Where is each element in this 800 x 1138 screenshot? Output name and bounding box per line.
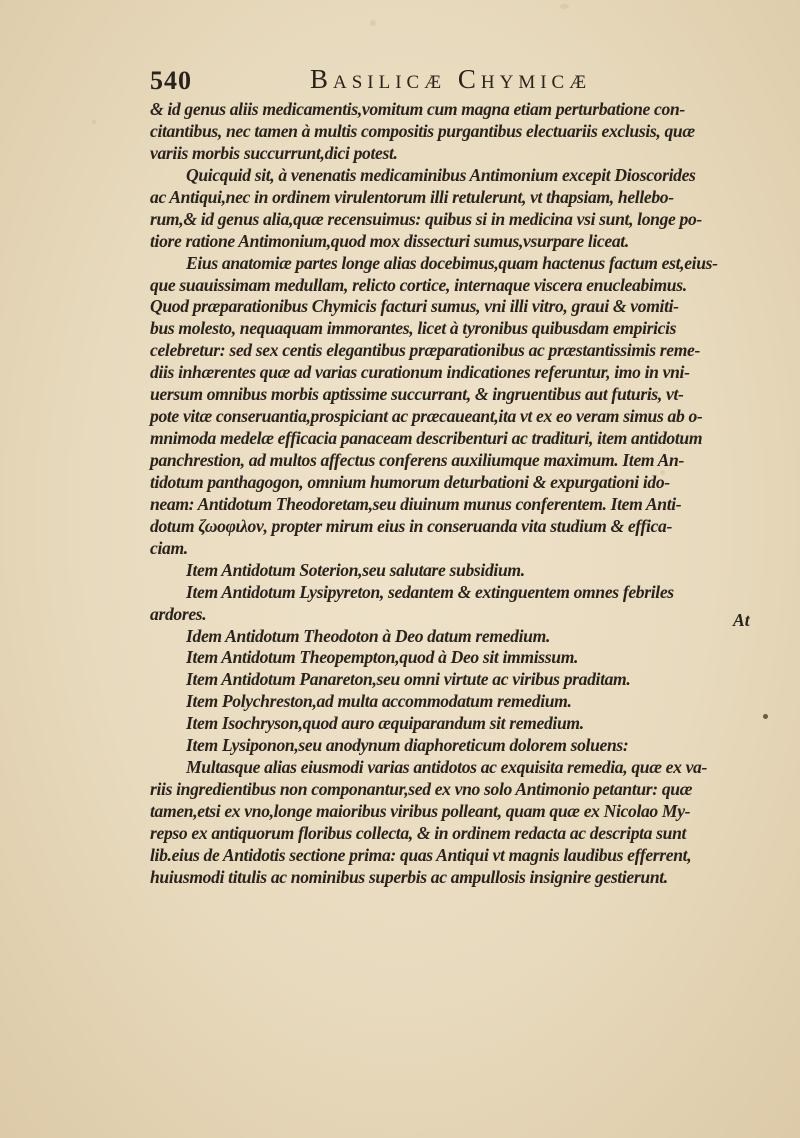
text-line: Idem Antidotum Theodoton à Deo datum remedium. xyxy=(186,625,550,646)
body-text xyxy=(150,99,775,889)
text-line: dotum ζωοφιλον, propter mirum eius in conseruanda vita studium & effica- xyxy=(150,515,672,536)
text-line: panchrestion, ad multos affectus conferens auxiliumque maximum. Item An- xyxy=(150,450,684,470)
text-line: Item Lysiponon,seu anodynum diaphoreticum dolorem soluens: xyxy=(186,735,629,756)
text-line: mnimoda medelæ efficacia panaceam describenturi ac tradituri, item antidotum xyxy=(150,428,703,449)
text-line: pote vitæ conseruantia,prospiciant ac præcaueant,ita vt ex eo veram simus ab o- xyxy=(150,406,703,427)
text-line: Eius anatomiæ partes longe alias docebimus,quam hactenus factum est,eius- xyxy=(186,252,718,273)
running-head: Basilicæ Chymicæ xyxy=(310,64,592,94)
text-line: ac Antiqui,nec in ordinem virulentorum illi retulerunt, vt thapsiam, hellebo- xyxy=(150,186,674,207)
text-line: tidotum panthagogon, omnium humorum deturbationi & expurgationi ido- xyxy=(150,471,670,492)
text-line: variis morbis succurrunt,dici potest. xyxy=(150,142,398,163)
text-line: rum,& id genus alia,quæ recensuimus: quibus si in medicina vsi sunt, longe po- xyxy=(150,208,702,229)
text-line: neam: Antidotum Theodoretam,seu diuinum munus conferentem. Item Anti- xyxy=(150,493,682,514)
text-line: bus molesto, nequaquam immorantes, licet à tyronibus quibusdam empiricis xyxy=(150,318,677,339)
paper-blemish xyxy=(370,20,376,26)
text-line: ardores. xyxy=(150,603,207,624)
text-line: Multasque alias eiusmodi varias antidotos ac exquisita remedia, quæ ex va- xyxy=(186,757,707,778)
text-line: huiusmodi titulis ac nominibus superbis ac ampullosis insignire gestierunt. xyxy=(150,866,668,887)
text-line: Item Isochryson,quod auro æquiparandum sit remedium. xyxy=(186,713,584,734)
catchword: At xyxy=(733,610,750,630)
text-line: riis ingredientibus non componantur,sed ex vno solo Antimonio petantur: quæ xyxy=(150,779,693,800)
text-line: Item Antidotum Theopempton,quod à Deo sit immissum. xyxy=(186,647,579,668)
text-line: & id genus aliis medicamentis,vomitum cum magna etiam perturbatione con- xyxy=(150,99,685,119)
page-header xyxy=(150,64,760,104)
text-line: Item Antidotum Lysipyreton, sedantem & extinguentem omnes febriles xyxy=(186,581,674,602)
text-line: repso ex antiquorum floribus collecta, & in ordinem redacta ac descripta sunt xyxy=(150,822,687,843)
text-line: tamen,etsi ex vno,longe maioribus viribus polleant, quam quæ ex Nicolao My- xyxy=(150,801,691,821)
paper-blemish xyxy=(560,4,569,9)
text-line: citantibus, nec tamen à multis compositis purgantibus electuariis exclusis, quæ xyxy=(150,120,695,141)
text-line: Item Antidotum Soterion,seu salutare subsidium. xyxy=(186,559,525,580)
text-line: diis inhærentes quæ ad varias curationum indicationes referuntur, imo in vni- xyxy=(150,362,690,383)
text-line: lib.eius de Antidotis sectione prima: quas Antiqui vt magnis laudibus efferrent, xyxy=(150,844,692,865)
text-line: Quicquid sit, à venenatis medicaminibus Antimonium excepit Dioscorides xyxy=(186,164,696,185)
text-line: Quod præparationibus Chymicis facturi sumus, vni illi vitro, graui & vomiti- xyxy=(150,296,679,317)
text-line: tiore ratione Antimonium,quod mox dissecturi sumus,vsurpare liceat. xyxy=(150,230,629,251)
paper-blemish xyxy=(92,120,96,124)
margin-mark xyxy=(763,714,768,719)
page-number: 540 xyxy=(150,66,192,95)
text-line: ciam. xyxy=(150,537,188,558)
text-line: celebretur: sed sex centis elegantibus præparationibus ac præstantissimis reme- xyxy=(150,340,701,361)
text-line: uersum omnibus morbis aptissime succurrant, & ingruentibus aut futuris, vt- xyxy=(150,384,684,405)
text-line: Item Polychreston,ad multa accommodatum remedium. xyxy=(186,691,572,712)
text-line: que suauissimam medullam, relicto cortice, internaque viscera enucleabimus. xyxy=(150,274,687,295)
text-line: Item Antidotum Panareton,seu omni virtute ac viribus praditam. xyxy=(186,669,631,690)
